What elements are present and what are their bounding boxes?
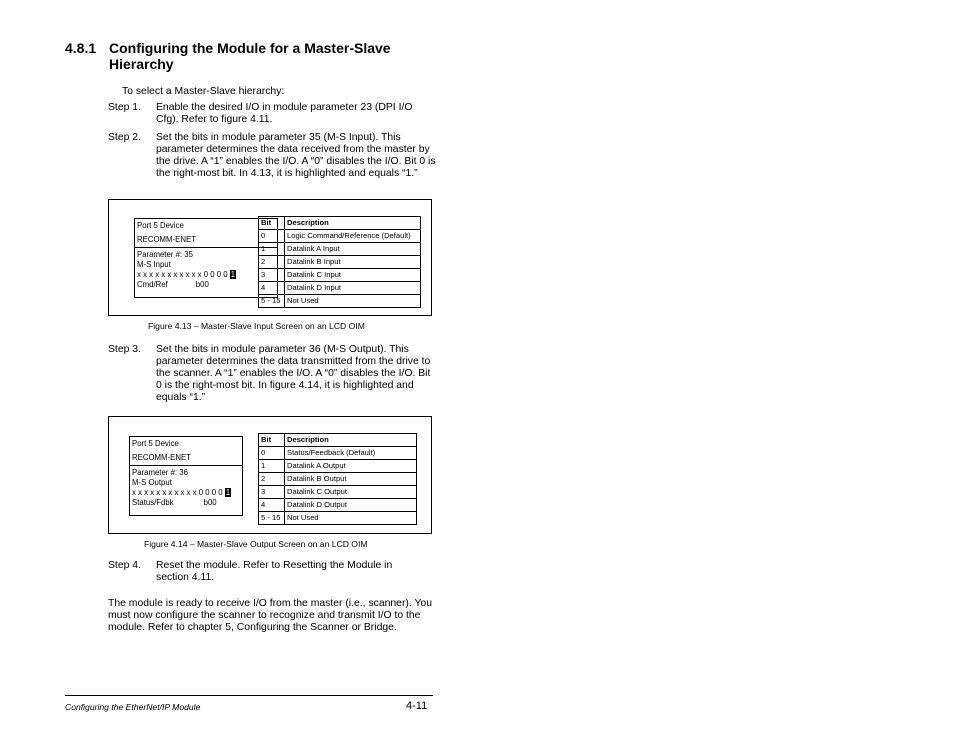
lcd-bit-index: b00 (195, 280, 209, 289)
table-row (259, 256, 421, 269)
intro-text: To select a Master-Slave hierarchy: (122, 86, 285, 97)
step-2-text: Set the bits in module parameter 35 (M-S Input). This parameter determines the data received from the master by the drive. A “1” enables the I/O. A “0” disables the I/O. Bit 0 is the right-most bit. In 4.13, it is highlighted and equals “1.” (156, 132, 436, 179)
table-row (259, 295, 421, 308)
description-cell: Status/Feedback (Default) (285, 447, 417, 460)
lcd-param-name: M-S Output (132, 478, 172, 487)
step-4-label: Step 4. (108, 560, 141, 571)
lcd-bit-row (132, 488, 240, 498)
bit-cell: 0 (259, 230, 285, 243)
table-row (259, 447, 417, 460)
lcd-bit-label-row (132, 498, 240, 508)
lcd-bits: x x x x x x x x x x x 0 0 0 0 (137, 270, 228, 279)
step-2-label: Step 2. (108, 132, 141, 143)
lcd-body (130, 466, 242, 510)
bit-table (258, 433, 417, 525)
figure-4-13-caption: Figure 4.13 – Master-Slave Input Screen on an LCD OIM (148, 321, 365, 331)
bit-cell: 4 (259, 282, 285, 295)
description-cell: Not Used (285, 512, 417, 525)
description-cell: Datalink A Input (285, 243, 421, 256)
closing-paragraph: The module is ready to receive I/O from the master (i.e., scanner). You must now configure the scanner to recognize and transmit I/O to the module. Refer to chapter 5, Configuring the Scanner or Bridge. (108, 598, 432, 633)
bit-cell: 3 (259, 269, 285, 282)
lcd-bit0-highlight: 1 (225, 488, 231, 497)
step-3-text: Set the bits in module parameter 36 (M-S Output). This parameter determines the data transmitted from the drive to the scanner. A “1” enables the I/O. A “0” disables the I/O. Bit 0 is the right-most bit. In figure 4.14, it is highlighted and equals “1.” (156, 344, 431, 403)
page-number: 4-11 (406, 700, 428, 712)
bit-cell: 2 (259, 256, 285, 269)
bit-cell: 5 - 15 (259, 295, 285, 308)
table-row (259, 282, 421, 295)
lcd-bit-row (137, 270, 275, 280)
lcd-bit-label-row (137, 280, 275, 290)
bit-cell: 2 (259, 473, 285, 486)
description-cell: Datalink B Input (285, 256, 421, 269)
table-header-row (259, 217, 421, 230)
table-row (259, 473, 417, 486)
lcd-bit-label: Status/Fdbk (132, 498, 174, 507)
lcd-bit0-highlight: 1 (230, 270, 236, 279)
table-row (259, 243, 421, 256)
footer-chapter-title: Configuring the EtherNet/IP Module (65, 702, 201, 712)
lcd-header (130, 437, 242, 466)
table-row (259, 460, 417, 473)
step-4-text: Reset the module. Refer to Resetting the Module in section 4.11. (156, 560, 393, 583)
bit-cell: 3 (259, 486, 285, 499)
bit-cell: 4 (259, 499, 285, 512)
description-cell: Datalink C Input (285, 269, 421, 282)
bit-cell: 5 - 15 (259, 512, 285, 525)
lcd-port-line: Port 5 Device (132, 439, 179, 448)
step-1-text: Enable the desired I/O in module parameter 23 (DPI I/O Cfg). Refer to figure 4.11. (156, 102, 413, 125)
lcd-device-line: RECOMM-ENET (137, 235, 196, 244)
lcd-port-line: Port 5 Device (137, 221, 184, 230)
lcd-body (135, 248, 277, 292)
description-cell: Not Used (285, 295, 421, 308)
description-cell: Datalink B Output (285, 473, 417, 486)
lcd-param-name: M-S Input (137, 260, 171, 269)
bit-cell: 1 (259, 460, 285, 473)
description-cell: Datalink A Output (285, 460, 417, 473)
table-row (259, 230, 421, 243)
step-3-label: Step 3. (108, 344, 141, 355)
lcd-screen (134, 218, 278, 298)
description-cell: Datalink D Input (285, 282, 421, 295)
column-header-bit: Bit (259, 217, 285, 230)
lcd-param-line: Parameter #: 35 (137, 250, 193, 259)
bit-cell: 0 (259, 447, 285, 460)
table-row (259, 486, 417, 499)
lcd-bits: x x x x x x x x x x x 0 0 0 0 (132, 488, 223, 497)
column-header-bit: Bit (259, 434, 285, 447)
lcd-bit-label: Cmd/Ref (137, 280, 168, 289)
step-1-label: Step 1. (108, 102, 141, 113)
footer-rule (65, 695, 433, 696)
figure-4-13 (108, 199, 432, 316)
lcd-screen (129, 436, 243, 516)
table-header-row (259, 434, 417, 447)
figure-4-14-caption: Figure 4.14 – Master-Slave Output Screen on an LCD OIM (144, 539, 368, 549)
description-cell: Logic Command/Reference (Default) (285, 230, 421, 243)
lcd-header (135, 219, 277, 248)
table-row (259, 269, 421, 282)
description-cell: Datalink D Output (285, 499, 417, 512)
figure-4-14 (108, 416, 432, 534)
section-number: 4.8.1 (65, 40, 97, 56)
bit-table (258, 216, 421, 308)
column-header-description: Description (285, 217, 421, 230)
section-title: Configuring the Module for a Master-Slave Hierarchy (109, 40, 391, 72)
description-cell: Datalink C Output (285, 486, 417, 499)
table-row (259, 499, 417, 512)
lcd-bit-index: b00 (203, 498, 217, 507)
column-header-description: Description (285, 434, 417, 447)
bit-cell: 1 (259, 243, 285, 256)
lcd-device-line: RECOMM-ENET (132, 453, 191, 462)
lcd-param-line: Parameter #: 36 (132, 468, 188, 477)
table-row (259, 512, 417, 525)
